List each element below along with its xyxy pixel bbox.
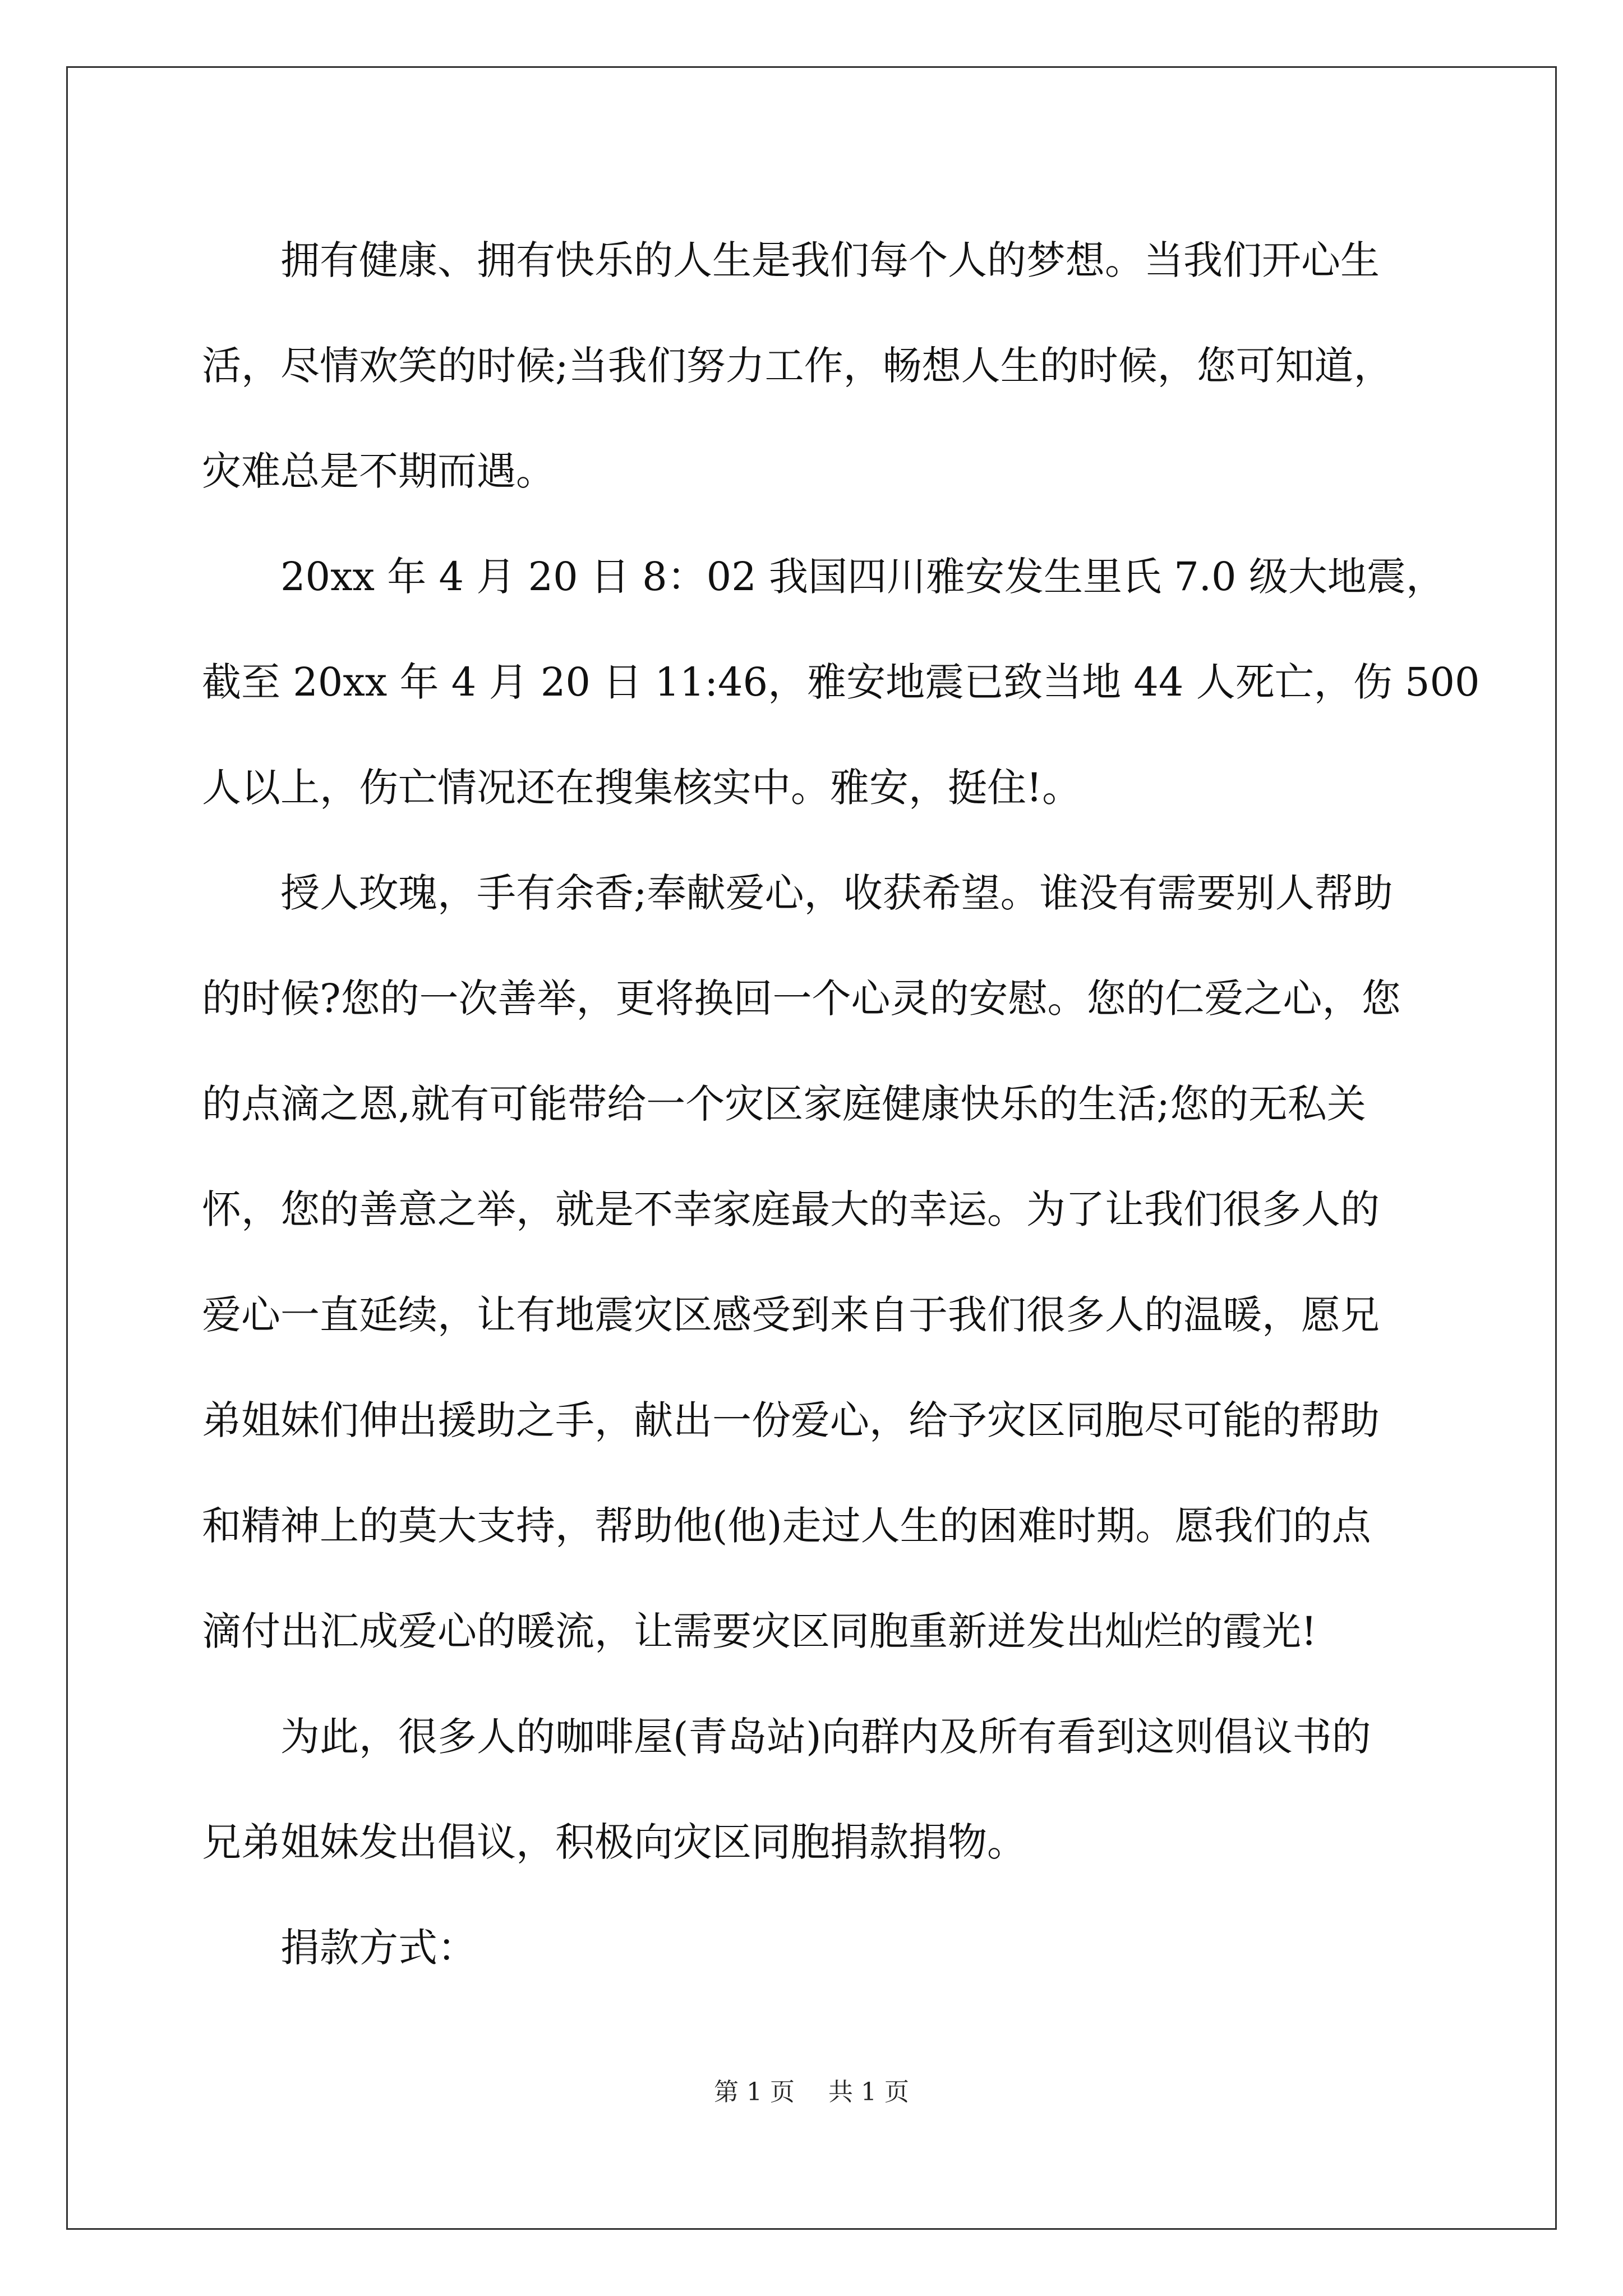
paragraph-2 xyxy=(202,524,1480,840)
paragraph-5 xyxy=(202,1895,1424,2000)
page-footer xyxy=(0,2076,1623,2109)
text-line: 拥有健康、拥有快乐的人生是我们每个人的梦想。当我们开心生 xyxy=(280,237,1380,283)
text-line: 灾难总是不期而遇。 xyxy=(202,448,555,494)
text-line: 兄弟姐妹发出倡议，积极向灾区同胞捐款捐物。 xyxy=(202,1819,1026,1865)
text-line: 截至 20xx 年 4 月 20 日 11:46，雅安地震已致当地 44 人死亡，伤 500 xyxy=(202,659,1480,705)
text-line: 授人玫瑰，手有余香;奉献爱心，收获希望。谁没有需要别人帮助 xyxy=(280,870,1393,916)
page-number-total: 共 1 页 xyxy=(828,2078,909,2106)
text-line: 怀，您的善意之举，就是不幸家庭最大的幸运。为了让我们很多人的 xyxy=(202,1186,1380,1232)
text-line: 的点滴之恩,就有可能带给一个灾区家庭健康快乐的生活;您的无私关 xyxy=(202,1081,1366,1127)
text-line: 人以上，伤亡情况还在搜集核实中。雅安，挺住!。 xyxy=(202,765,1082,811)
text-line: 和精神上的莫大支持，帮助他(他)走过人生的困难时期。愿我们的点 xyxy=(202,1503,1371,1549)
paragraph-4 xyxy=(202,1684,1424,1895)
text-line: 爱心一直延续，让有地震灾区感受到来自于我们很多人的温暖，愿兄 xyxy=(202,1292,1380,1338)
paragraph-1 xyxy=(202,208,1424,524)
text-line: 的时候?您的一次善举，更将换回一个心灵的安慰。您的仁爱之心，您 xyxy=(202,976,1401,1022)
paragraph-3 xyxy=(202,840,1424,1684)
text-line: 捐款方式： xyxy=(280,1925,477,1971)
text-line: 为此，很多人的咖啡屋(青岛站)向群内及所有看到这则倡议书的 xyxy=(280,1714,1371,1760)
page-number-current: 第 1 页 xyxy=(714,2078,795,2106)
text-line: 20xx 年 4 月 20 日 8：02 我国四川雅安发生里氏 7.0 级大地震， xyxy=(280,554,1445,600)
text-line: 活，尽情欢笑的时候;当我们努力工作，畅想人生的时候，您可知道， xyxy=(202,343,1393,389)
document-body xyxy=(202,208,1480,2000)
text-line: 滴付出汇成爱心的暖流，让需要灾区同胞重新迸发出灿烂的霞光! xyxy=(202,1608,1317,1654)
text-line: 弟姐妹们伸出援助之手，献出一份爱心，给予灾区同胞尽可能的帮助 xyxy=(202,1397,1380,1443)
